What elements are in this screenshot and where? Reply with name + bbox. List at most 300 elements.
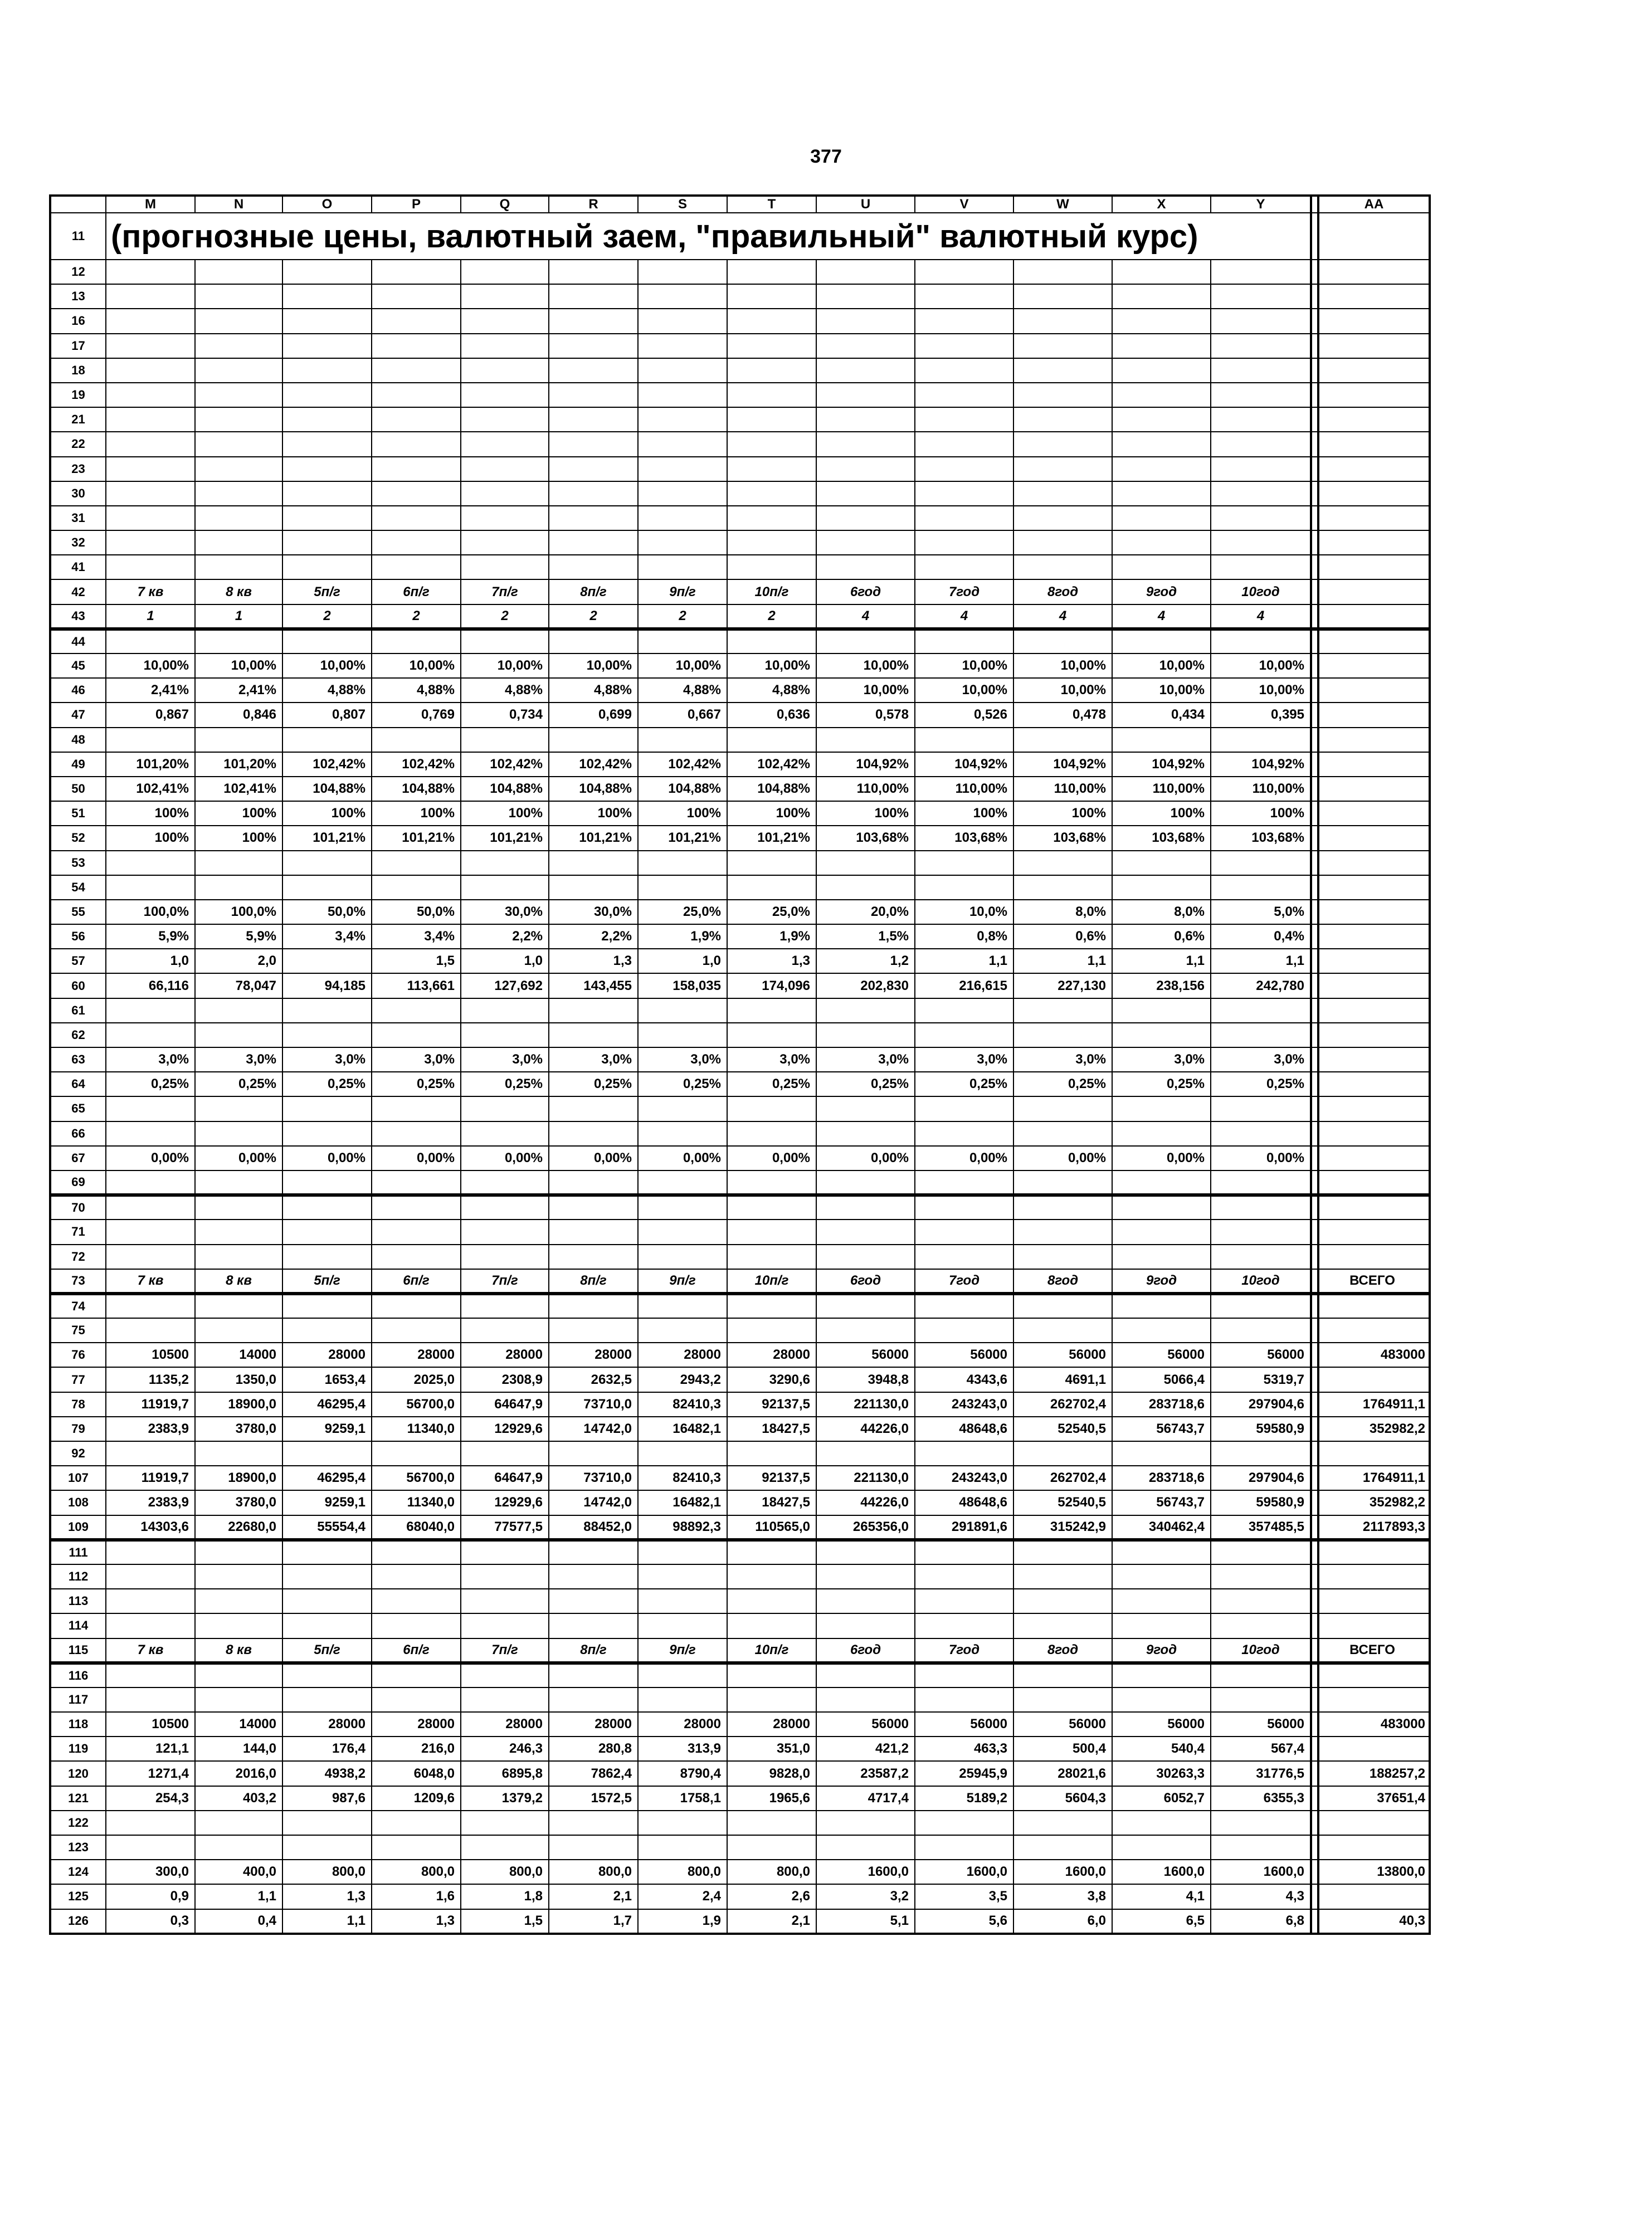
cell-R: 4,88% [549, 678, 638, 703]
cell-V [915, 728, 1013, 752]
cell-U [816, 851, 915, 875]
cell-S: 2943,2 [638, 1367, 727, 1392]
cell-N [195, 481, 282, 506]
cell-M [106, 1835, 195, 1860]
cell-U: 104,92% [816, 752, 915, 777]
cell-Y [1211, 530, 1311, 555]
cell-Q [461, 1540, 549, 1564]
row-number: 70 [50, 1195, 106, 1220]
cell-X [1112, 1318, 1211, 1343]
cell-P [372, 432, 461, 456]
cell-Q: 7п/г [461, 1638, 549, 1663]
cell-R [549, 1195, 638, 1220]
column-separator [1311, 457, 1318, 481]
cell-M [106, 851, 195, 875]
cell-Q [461, 1318, 549, 1343]
cell-O [282, 506, 372, 530]
cell-M: 10500 [106, 1712, 195, 1737]
cell-AA: 1764911,1 [1318, 1392, 1430, 1417]
cell-AA [1318, 1811, 1430, 1835]
column-separator [1311, 973, 1318, 998]
cell-AA [1318, 1687, 1430, 1712]
cell-R: 30,0% [549, 900, 638, 924]
cell-T: 4,88% [727, 678, 816, 703]
cell-V: 103,68% [915, 826, 1013, 850]
cell-W [1013, 1294, 1112, 1318]
cell-Y [1211, 284, 1311, 309]
cell-AA: 483000 [1318, 1343, 1430, 1367]
cell-V [915, 1441, 1013, 1466]
cell-N [195, 1220, 282, 1244]
cell-R: 2632,5 [549, 1367, 638, 1392]
row-number: 65 [50, 1096, 106, 1121]
cell-T: 3,0% [727, 1047, 816, 1072]
cell-P: 1,3 [372, 1909, 461, 1934]
cell-M [106, 358, 195, 383]
cell-X [1112, 260, 1211, 284]
cell-O [282, 851, 372, 875]
cell-W [1013, 530, 1112, 555]
cell-W [1013, 1023, 1112, 1047]
cell-V [915, 260, 1013, 284]
cell-N: 14000 [195, 1343, 282, 1367]
column-separator [1311, 1490, 1318, 1515]
table-row [50, 703, 1430, 727]
table-row [50, 1515, 1430, 1540]
cell-Q: 10,00% [461, 653, 549, 678]
row-number: 64 [50, 1072, 106, 1096]
cell-O [282, 1220, 372, 1244]
cell-Y [1211, 629, 1311, 653]
cell-O [282, 432, 372, 456]
cell-U: 20,0% [816, 900, 915, 924]
cell-S [638, 1835, 727, 1860]
cell-AA [1318, 1367, 1430, 1392]
cell-M: 1271,4 [106, 1761, 195, 1786]
cell-Y: 10год [1211, 1269, 1311, 1294]
cell-V [915, 1096, 1013, 1121]
sheet-title: (прогнозные цены, валютный заем, "правильный" валютный курс) [106, 213, 1311, 260]
cell-Y: 59580,9 [1211, 1417, 1311, 1441]
cell-X: 6,5 [1112, 1909, 1211, 1934]
cell-Q [461, 407, 549, 432]
cell-R [549, 1835, 638, 1860]
cell-X: 6052,7 [1112, 1786, 1211, 1811]
cell-W: 0,478 [1013, 703, 1112, 727]
table-row [50, 1392, 1430, 1417]
cell-T [727, 1589, 816, 1613]
cell-X: 56743,7 [1112, 1417, 1211, 1441]
cell-T [727, 851, 816, 875]
column-separator [1311, 1786, 1318, 1811]
cell-U: 3,0% [816, 1047, 915, 1072]
cell-N [195, 1687, 282, 1712]
cell-M: 7 кв [106, 579, 195, 604]
table-row [50, 1096, 1430, 1121]
column-header-O: O [282, 196, 372, 213]
column-separator [1311, 1392, 1318, 1417]
cell-AA [1318, 407, 1430, 432]
table-row [50, 358, 1430, 383]
cell-S [638, 530, 727, 555]
cell-Y: 1,1 [1211, 949, 1311, 973]
cell-M [106, 1294, 195, 1318]
table-row [50, 579, 1430, 604]
row-number: 48 [50, 728, 106, 752]
cell-U [816, 1170, 915, 1195]
row-number: 32 [50, 530, 106, 555]
cell-X: 10,00% [1112, 653, 1211, 678]
cell-Y: 56000 [1211, 1712, 1311, 1737]
cell-X: 110,00% [1112, 777, 1211, 801]
cell-W [1013, 555, 1112, 579]
cell-M: 100% [106, 826, 195, 850]
column-separator [1311, 260, 1318, 284]
cell-P [372, 629, 461, 653]
cell-P: 113,661 [372, 973, 461, 998]
table-row [50, 1663, 1430, 1687]
cell-M: 0,00% [106, 1146, 195, 1170]
column-separator [1311, 555, 1318, 579]
cell-N: 0,4 [195, 1909, 282, 1934]
column-header-Y: Y [1211, 196, 1311, 213]
table-row [50, 481, 1430, 506]
cell-X [1112, 1835, 1211, 1860]
cell-R [549, 998, 638, 1023]
cell-U [816, 334, 915, 358]
table-row [50, 604, 1430, 629]
table-row [50, 1860, 1430, 1884]
cell-O [282, 530, 372, 555]
cell-X [1112, 407, 1211, 432]
table-row [50, 1540, 1430, 1564]
row-number: 117 [50, 1687, 106, 1712]
table-row [50, 777, 1430, 801]
cell-P [372, 555, 461, 579]
cell-X: 4,1 [1112, 1884, 1211, 1909]
row-number: 77 [50, 1367, 106, 1392]
cell-AA: 40,3 [1318, 1909, 1430, 1934]
cell-N [195, 1294, 282, 1318]
column-separator [1311, 1564, 1318, 1589]
cell-R [549, 1318, 638, 1343]
cell-X [1112, 1441, 1211, 1466]
cell-R: 7862,4 [549, 1761, 638, 1786]
cell-Q: 1,8 [461, 1884, 549, 1909]
cell-R: 104,88% [549, 777, 638, 801]
cell-U [816, 309, 915, 333]
cell-T: 18427,5 [727, 1490, 816, 1515]
cell-Q: 1379,2 [461, 1786, 549, 1811]
cell-X: 8,0% [1112, 900, 1211, 924]
row-number: 113 [50, 1589, 106, 1613]
cell-Q [461, 1441, 549, 1466]
cell-Y [1211, 506, 1311, 530]
cell-R: 88452,0 [549, 1515, 638, 1540]
cell-V [915, 1663, 1013, 1687]
cell-M: 1 [106, 604, 195, 629]
cell-N: 8 кв [195, 1638, 282, 1663]
cell-W: 4 [1013, 604, 1112, 629]
cell-P [372, 1170, 461, 1195]
cell-N [195, 1540, 282, 1564]
cell-W [1013, 1318, 1112, 1343]
cell-Y [1211, 1096, 1311, 1121]
cell-U: 44226,0 [816, 1417, 915, 1441]
cell-T: 28000 [727, 1343, 816, 1367]
row-number: 116 [50, 1663, 106, 1687]
table-row [50, 973, 1430, 998]
cell-V [915, 1835, 1013, 1860]
cell-P: 11340,0 [372, 1490, 461, 1515]
cell-Q [461, 1294, 549, 1318]
column-separator [1311, 358, 1318, 383]
cell-O [282, 728, 372, 752]
column-separator [1311, 213, 1318, 260]
cell-S: 0,00% [638, 1146, 727, 1170]
cell-P [372, 875, 461, 900]
cell-X: 30263,3 [1112, 1761, 1211, 1786]
cell-V: 4343,6 [915, 1367, 1013, 1392]
cell-O [282, 1023, 372, 1047]
cell-R: 73710,0 [549, 1466, 638, 1490]
cell-AA [1318, 506, 1430, 530]
cell-X: 283718,6 [1112, 1466, 1211, 1490]
row-number: 16 [50, 309, 106, 333]
cell-M [106, 1613, 195, 1638]
cell-X: 340462,4 [1112, 1515, 1211, 1540]
column-separator [1311, 1318, 1318, 1343]
cell-P: 0,25% [372, 1072, 461, 1096]
cell-O: 1653,4 [282, 1367, 372, 1392]
cell-S: 10,00% [638, 653, 727, 678]
cell-M: 100,0% [106, 900, 195, 924]
cell-P: 11340,0 [372, 1417, 461, 1441]
column-separator [1311, 998, 1318, 1023]
cell-AA [1318, 1047, 1430, 1072]
cell-W: 103,68% [1013, 826, 1112, 850]
cell-M: 121,1 [106, 1737, 195, 1761]
cell-U: 23587,2 [816, 1761, 915, 1786]
cell-P [372, 358, 461, 383]
row-number: 13 [50, 284, 106, 309]
row-number: 50 [50, 777, 106, 801]
cell-Y [1211, 1811, 1311, 1835]
cell-X [1112, 481, 1211, 506]
table-row [50, 851, 1430, 875]
cell-Q [461, 1835, 549, 1860]
cell-W [1013, 432, 1112, 456]
cell-Q: 30,0% [461, 900, 549, 924]
row-number: 108 [50, 1490, 106, 1515]
cell-O: 46295,4 [282, 1392, 372, 1417]
column-separator [1311, 407, 1318, 432]
cell-O [282, 1835, 372, 1860]
cell-S [638, 1613, 727, 1638]
cell-T [727, 260, 816, 284]
spreadsheet-table [49, 194, 1431, 1935]
row-number: 62 [50, 1023, 106, 1047]
cell-O [282, 1294, 372, 1318]
cell-V: 1600,0 [915, 1860, 1013, 1884]
table-row [50, 1023, 1430, 1047]
cell-Y [1211, 457, 1311, 481]
row-number: 111 [50, 1540, 106, 1564]
cell-S [638, 1294, 727, 1318]
cell-W: 56000 [1013, 1343, 1112, 1367]
cell-AA [1318, 900, 1430, 924]
row-number: 69 [50, 1170, 106, 1195]
column-separator [1311, 1047, 1318, 1072]
cell-T: 351,0 [727, 1737, 816, 1761]
table-row [50, 506, 1430, 530]
column-header-W: W [1013, 196, 1112, 213]
cell-M: 102,41% [106, 777, 195, 801]
cell-Y: 4,3 [1211, 1884, 1311, 1909]
cell-O: 9259,1 [282, 1490, 372, 1515]
cell-Y [1211, 1540, 1311, 1564]
cell-S [638, 309, 727, 333]
cell-Q [461, 1811, 549, 1835]
cell-U [816, 1613, 915, 1638]
cell-U [816, 1121, 915, 1146]
cell-T: 25,0% [727, 900, 816, 924]
cell-AA [1318, 1195, 1430, 1220]
cell-R: 8п/г [549, 579, 638, 604]
cell-W: 262702,4 [1013, 1392, 1112, 1417]
cell-Q [461, 260, 549, 284]
cell-AA [1318, 1146, 1430, 1170]
cell-W: 28021,6 [1013, 1761, 1112, 1786]
column-separator [1311, 1811, 1318, 1835]
cell-U: 5,1 [816, 1909, 915, 1934]
column-separator [1311, 1761, 1318, 1786]
cell-M: 100% [106, 801, 195, 826]
cell-R: 10,00% [549, 653, 638, 678]
cell-AA: 1764911,1 [1318, 1466, 1430, 1490]
cell-V [915, 1220, 1013, 1244]
row-number: 72 [50, 1245, 106, 1269]
cell-U [816, 1663, 915, 1687]
cell-P [372, 407, 461, 432]
cell-U: 3948,8 [816, 1367, 915, 1392]
cell-X [1112, 383, 1211, 407]
cell-T [727, 629, 816, 653]
cell-Y: 100% [1211, 801, 1311, 826]
column-separator [1311, 1712, 1318, 1737]
table-row [50, 629, 1430, 653]
cell-R [549, 1294, 638, 1318]
cell-P: 1209,6 [372, 1786, 461, 1811]
cell-U: 44226,0 [816, 1490, 915, 1515]
row-number: 118 [50, 1712, 106, 1737]
row-number: 11 [50, 213, 106, 260]
cell-U [816, 1096, 915, 1121]
cell-T: 3290,6 [727, 1367, 816, 1392]
cell-AA [1318, 1589, 1430, 1613]
cell-M [106, 998, 195, 1023]
table-row [50, 260, 1430, 284]
cell-W: 52540,5 [1013, 1417, 1112, 1441]
cell-R: 0,699 [549, 703, 638, 727]
cell-W [1013, 1121, 1112, 1146]
cell-V [915, 1687, 1013, 1712]
cell-O [282, 383, 372, 407]
cell-M [106, 530, 195, 555]
cell-AA: 352982,2 [1318, 1417, 1430, 1441]
cell-T: 2 [727, 604, 816, 629]
cell-V [915, 1540, 1013, 1564]
cell-T [727, 998, 816, 1023]
cell-O: 1,3 [282, 1884, 372, 1909]
cell-P [372, 1245, 461, 1269]
cell-P: 0,00% [372, 1146, 461, 1170]
cell-X [1112, 1121, 1211, 1146]
cell-N [195, 457, 282, 481]
cell-U: 265356,0 [816, 1515, 915, 1540]
cell-X: 9год [1112, 1269, 1211, 1294]
cell-N [195, 728, 282, 752]
cell-O [282, 1195, 372, 1220]
cell-T [727, 358, 816, 383]
cell-AA [1318, 457, 1430, 481]
cell-T [727, 1835, 816, 1860]
cell-T: 2,6 [727, 1884, 816, 1909]
cell-R [549, 1096, 638, 1121]
cell-M [106, 309, 195, 333]
cell-M: 0,25% [106, 1072, 195, 1096]
table-row [50, 284, 1430, 309]
cell-AA: 13800,0 [1318, 1860, 1430, 1884]
cell-O: 55554,4 [282, 1515, 372, 1540]
row-number: 125 [50, 1884, 106, 1909]
cell-V: 1,1 [915, 949, 1013, 973]
row-number: 42 [50, 579, 106, 604]
cell-AA [1318, 432, 1430, 456]
cell-Y: 0,395 [1211, 703, 1311, 727]
cell-S: 101,21% [638, 826, 727, 850]
cell-M [106, 1441, 195, 1466]
cell-N: 8 кв [195, 579, 282, 604]
cell-R [549, 1811, 638, 1835]
table-row [50, 1613, 1430, 1638]
table-row [50, 1737, 1430, 1761]
cell-O: 46295,4 [282, 1466, 372, 1490]
cell-Y [1211, 358, 1311, 383]
cell-Q: 64647,9 [461, 1466, 549, 1490]
row-number: 74 [50, 1294, 106, 1318]
cell-P: 1,6 [372, 1884, 461, 1909]
column-separator [1311, 1023, 1318, 1047]
cell-AA [1318, 752, 1430, 777]
cell-AA [1318, 1294, 1430, 1318]
cell-R: 100% [549, 801, 638, 826]
cell-T: 174,096 [727, 973, 816, 998]
cell-X: 56000 [1112, 1712, 1211, 1737]
cell-AA [1318, 851, 1430, 875]
cell-N: 3780,0 [195, 1490, 282, 1515]
cell-Q [461, 1170, 549, 1195]
cell-S: 800,0 [638, 1860, 727, 1884]
cell-Q [461, 309, 549, 333]
column-separator [1311, 1146, 1318, 1170]
cell-Y: 297904,6 [1211, 1466, 1311, 1490]
cell-R [549, 334, 638, 358]
cell-Y: 103,68% [1211, 826, 1311, 850]
cell-X [1112, 1096, 1211, 1121]
cell-R [549, 1023, 638, 1047]
cell-W: 52540,5 [1013, 1490, 1112, 1515]
